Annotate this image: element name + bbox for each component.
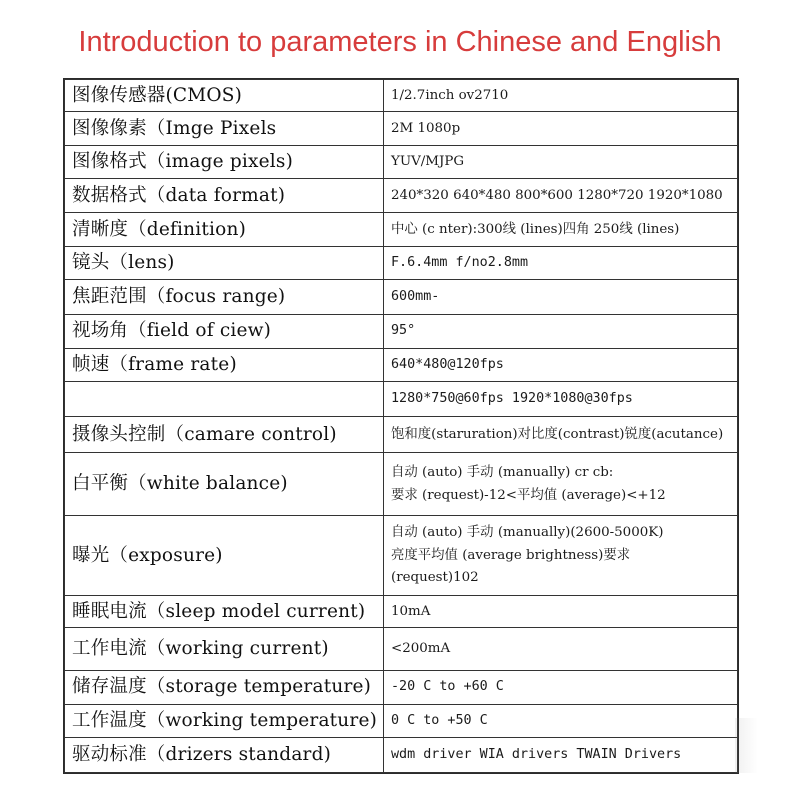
parameter-row <box>65 146 738 179</box>
parameter-value-cell <box>384 146 738 179</box>
parameter-name-cell: 工作电流（working current) <box>65 627 384 670</box>
parameter-value-cell <box>384 213 738 247</box>
parameter-name-cell: 摄像头控制（camare control) <box>65 416 384 452</box>
parameter-row <box>65 80 738 112</box>
parameter-value-line: <200mA <box>391 640 451 656</box>
parameter-value-cell <box>384 453 738 516</box>
parameter-value-line: (request)102 <box>391 570 479 586</box>
parameter-value-line: 600mm- <box>391 289 440 305</box>
parameter-name-cell: 驱动标准（drizers standard) <box>65 737 384 772</box>
parameter-row <box>65 381 738 416</box>
parameter-value-cell <box>384 314 738 348</box>
parameter-value-cell <box>384 80 738 112</box>
parameter-value-line: 240*320 640*480 800*600 1280*720 1920*1080 <box>391 187 723 203</box>
parameter-table <box>64 79 738 773</box>
parameter-value-line: wdm driver WIA drivers TWAIN Drivers <box>391 746 682 762</box>
parameter-name-cell: 工作温度（working temperature) <box>65 704 384 737</box>
parameter-value-cell <box>384 247 738 280</box>
parameter-value-cell <box>384 737 738 772</box>
parameter-name-cell: 焦距范围（focus range) <box>65 280 384 314</box>
parameter-value-line: YUV/MJPG <box>391 154 465 170</box>
parameter-row <box>65 348 738 381</box>
parameter-value-line: 要求 (request)-12<平均值 (average)<+12 <box>391 487 666 503</box>
parameter-name-cell: 镜头（lens) <box>65 247 384 280</box>
parameter-value-line: 640*480@120fps <box>391 356 504 372</box>
parameter-value-line: 0 C to +50 C <box>391 712 488 728</box>
parameter-name-cell: 储存温度（storage temperature) <box>65 670 384 704</box>
parameter-row <box>65 416 738 452</box>
parameter-value-cell <box>384 704 738 737</box>
parameter-value-cell <box>384 515 738 595</box>
parameter-name-cell <box>65 381 384 416</box>
parameter-name-cell: 图像格式（image pixels) <box>65 146 384 179</box>
parameter-value-line: 10mA <box>391 603 431 619</box>
parameter-table-container <box>63 78 739 774</box>
parameter-row <box>65 670 738 704</box>
parameter-name-cell: 曝光（exposure) <box>65 515 384 595</box>
parameter-value-cell <box>384 670 738 704</box>
parameter-name-cell: 清晰度（definition) <box>65 213 384 247</box>
parameter-row <box>65 595 738 627</box>
parameter-value-line: 饱和度(staruration)对比度(contrast)锐度(acutance) <box>391 426 724 442</box>
parameter-value-line: 自动 (auto) 手动 (manually)(2600-5000K) <box>391 524 664 540</box>
parameter-row <box>65 179 738 213</box>
parameter-row <box>65 213 738 247</box>
parameter-row <box>65 453 738 516</box>
parameter-row <box>65 111 738 145</box>
parameter-value-line: 1280*750@60fps 1920*1080@30fps <box>391 390 633 406</box>
parameter-name-cell: 图像传感器(CMOS) <box>65 80 384 112</box>
parameter-row <box>65 515 738 595</box>
parameter-value-cell <box>384 381 738 416</box>
parameter-value-line: 中心 (c nter):300线 (lines)四角 250线 (lines) <box>391 221 680 237</box>
parameter-value-cell <box>384 111 738 145</box>
parameter-name-cell: 视场角（field of ciew) <box>65 314 384 348</box>
parameter-name-cell: 数据格式（data format) <box>65 179 384 213</box>
parameter-row <box>65 737 738 772</box>
parameter-value-line: 2M 1080p <box>391 120 461 136</box>
page-title: Introduction to parameters in Chinese and English <box>78 26 722 58</box>
parameter-row <box>65 627 738 670</box>
parameter-value-line: 95° <box>391 323 416 339</box>
parameter-name-cell: 图像像素（Imge Pixels <box>65 111 384 145</box>
parameter-row <box>65 704 738 737</box>
parameter-value-line: F.6.4mm f/no2.8mm <box>391 255 529 271</box>
parameter-value-cell <box>384 416 738 452</box>
parameter-value-cell <box>384 348 738 381</box>
parameter-value-line: 亮度平均值 (average brightness)要求 <box>391 547 631 563</box>
parameter-row <box>65 314 738 348</box>
parameter-table-body <box>65 80 738 773</box>
parameter-row <box>65 280 738 314</box>
parameter-name-cell: 帧速（frame rate) <box>65 348 384 381</box>
parameter-name-cell: 白平衡（white balance) <box>65 453 384 516</box>
parameter-value-line: 1/2.7inch ov2710 <box>391 87 509 103</box>
parameter-value-cell <box>384 280 738 314</box>
parameter-row <box>65 247 738 280</box>
parameter-value-line: 自动 (auto) 手动 (manually) cr cb: <box>391 464 614 480</box>
parameter-name-cell: 睡眠电流（sleep model current) <box>65 595 384 627</box>
parameter-value-cell <box>384 179 738 213</box>
parameter-value-cell <box>384 595 738 627</box>
parameter-value-cell <box>384 627 738 670</box>
parameter-value-line: -20 C to +60 C <box>391 679 504 695</box>
